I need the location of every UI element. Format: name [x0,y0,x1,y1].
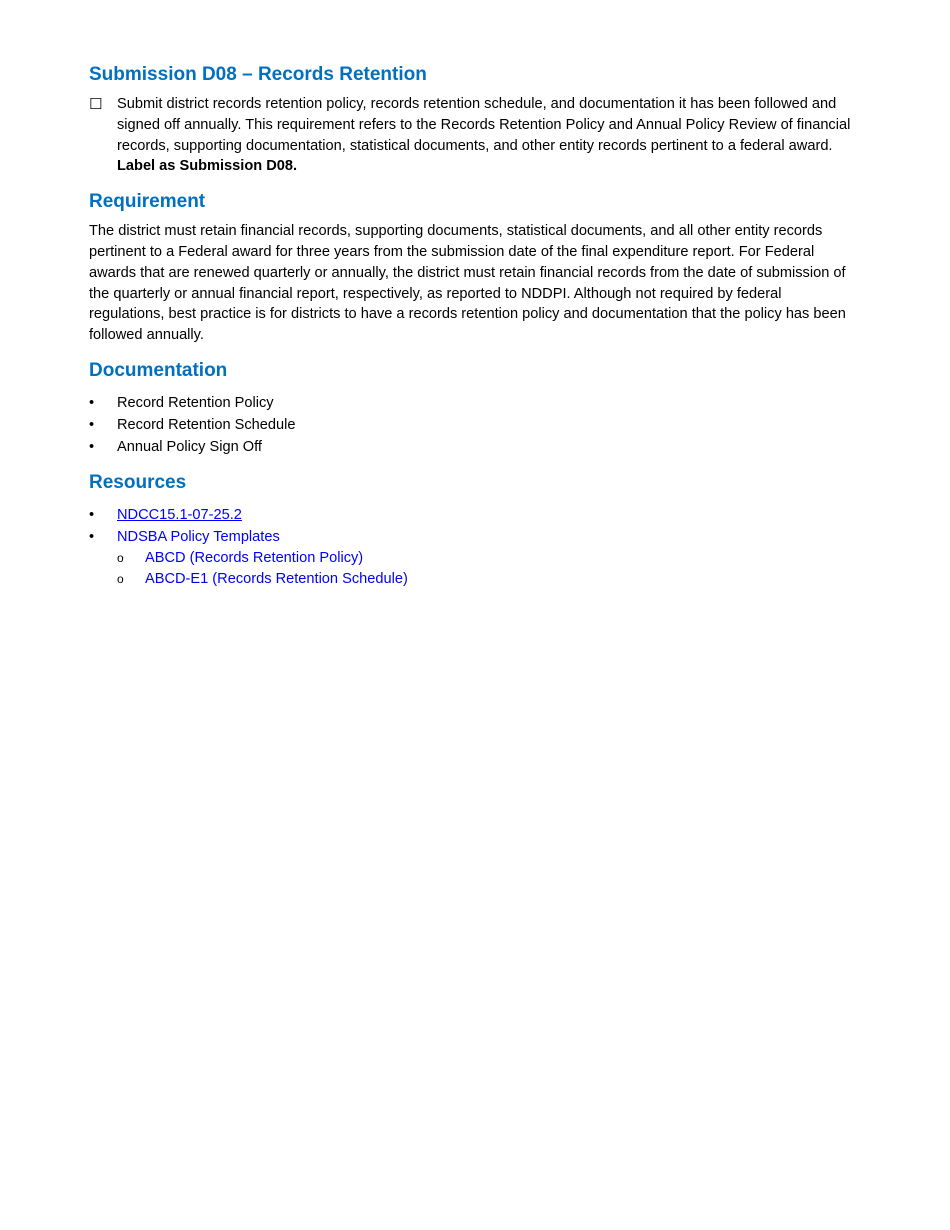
resources-heading: Resources [89,471,187,493]
submission-section [89,62,859,177]
submission-checkbox-row [89,94,859,177]
documentation-item-label: Annual Policy Sign Off [117,438,262,455]
requirement-text: The district must retain financial records, supporting documents, statistical documents, and all other entity records pertinent to a Federal award for three years from the submission date of the final expenditure report. For Federal awards that are renewed quarterly or annually, the district must retain financial records from the date of submission of the quarterly or annual financial report, respectively, as reported to NDDPI. Although not required by federal regulations, best practice is for districts to have a records retention policy and documentation that the policy has been followed annually. [89,223,846,344]
requirement-section [89,189,859,346]
ndcc-link[interactable]: NDCC15.1-07-25.2 [117,506,242,523]
submission-text [117,94,859,177]
documentation-section [89,358,859,458]
documentation-item-label: Record Retention Policy [117,394,274,411]
abcd-policy-link[interactable]: ABCD (Records Retention Policy) [145,549,364,566]
bullet-icon: • [89,438,95,455]
bullet-icon: • [89,394,95,411]
list-item [117,569,859,590]
resources-list [89,504,859,548]
submission-description: Submit district records retention policy, records retention schedule, and documentation it has been followed and signed off annually. This requirement refers to the Records Retention Policy and Annual Policy Review of financial records, supporting documentation, statistical documents, and other entity records pertinent to a federal award. [117,96,851,154]
list-item [117,548,859,569]
ndsba-policy-templates-link[interactable]: NDSBA Policy Templates [117,528,280,545]
documentation-heading: Documentation [89,359,228,381]
list-item [89,526,859,548]
requirement-heading: Requirement [89,191,206,213]
submission-heading: Submission D08 – Records Retention [89,64,427,85]
resources-section [89,470,859,590]
documentation-item-label: Record Retention Schedule [117,416,296,433]
bullet-icon: • [89,416,95,433]
list-item [89,414,859,436]
hollow-bullet-icon: o [117,571,124,586]
document-page [89,62,859,590]
submission-label: Label as Submission D08. [117,158,298,175]
list-item [89,392,859,414]
bullet-icon: • [89,506,95,523]
resources-sub-list [89,548,859,590]
bullet-icon: • [89,528,95,545]
hollow-bullet-icon: o [117,550,124,565]
list-item [89,436,859,458]
checkbox-icon[interactable]: ☐ [89,95,103,113]
documentation-list [89,392,859,458]
abcd-e1-schedule-link[interactable]: ABCD-E1 (Records Retention Schedule) [145,570,408,587]
list-item [89,504,859,526]
